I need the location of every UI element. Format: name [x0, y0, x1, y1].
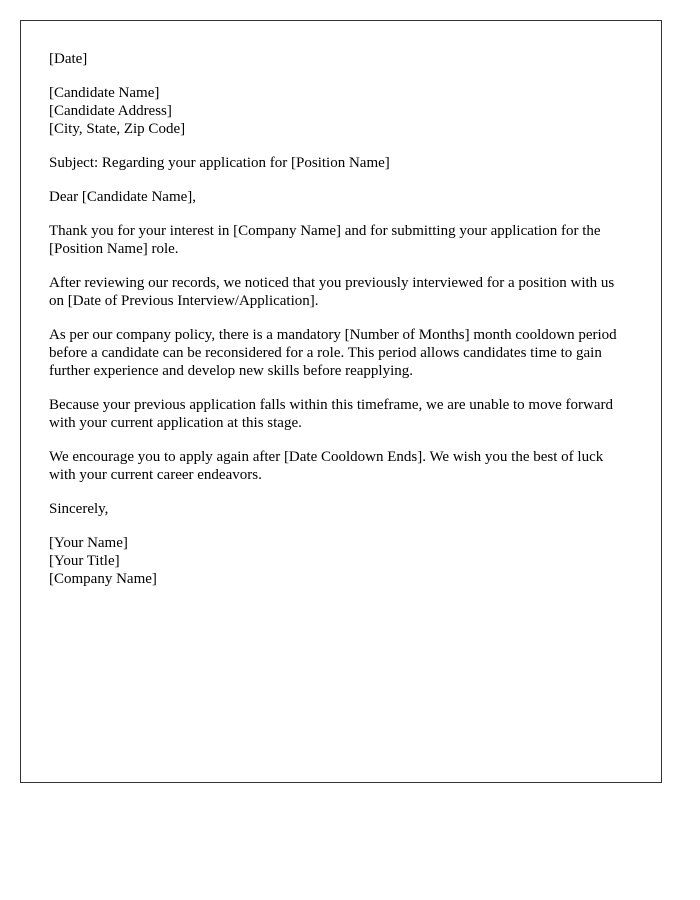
letter-page [20, 20, 662, 783]
recipient-city-state-zip: [City, State, Zip Code] [49, 121, 186, 137]
body-paragraph: Because your previous application falls within this timeframe, we are unable to move forward with your current application at this stage. [49, 397, 613, 431]
signature-company: [Company Name] [49, 571, 157, 587]
body-paragraph: After reviewing our records, we noticed that you previously interviewed for a position with us on [Date of Previous Interview/Application]. [49, 275, 615, 309]
letter-salutation: Dear [Candidate Name], [49, 189, 197, 205]
signature-block [49, 534, 632, 588]
signature-title: [Your Title] [49, 553, 120, 569]
letter-closing: Sincerely, [49, 501, 109, 517]
recipient-address: [Candidate Address] [49, 103, 172, 119]
body-paragraph: We encourage you to apply again after [Date Cooldown Ends]. We wish you the best of luck with your current career endeavors. [49, 449, 604, 483]
letter-subject: Subject: Regarding your application for [Position Name] [49, 155, 390, 171]
recipient-block [49, 84, 632, 138]
recipient-name: [Candidate Name] [49, 85, 160, 101]
body-paragraph: As per our company policy, there is a mandatory [Number of Months] month cooldown period before a candidate can be reconsidered for a role. This period allows candidates time to gain further experience and develop new skills before reapplying. [49, 327, 617, 379]
letter-date: [Date] [49, 51, 88, 67]
body-paragraph: Thank you for your interest in [Company Name] and for submitting your application for the [Position Name] role. [49, 223, 601, 257]
signature-name: [Your Name] [49, 535, 128, 551]
